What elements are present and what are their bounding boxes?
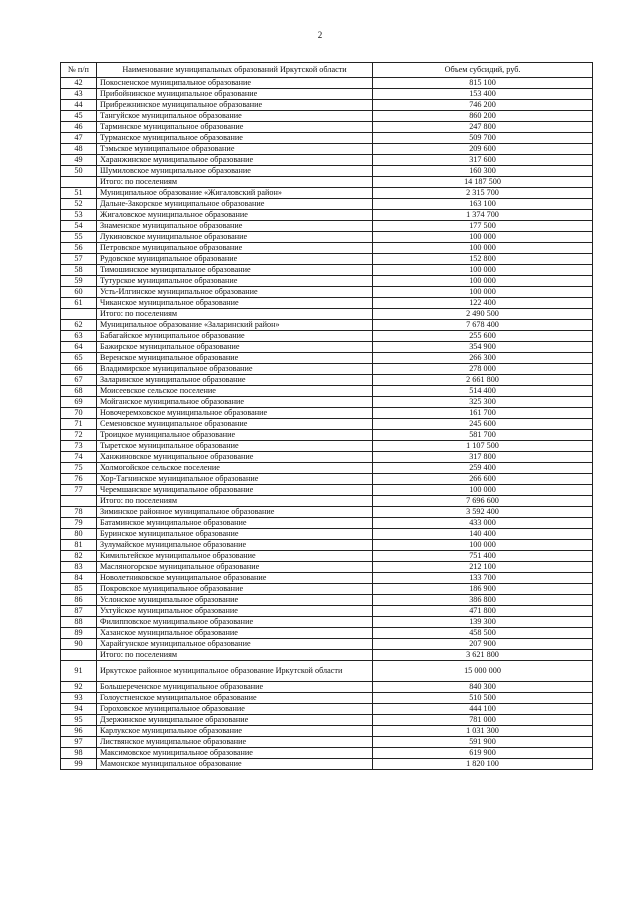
row-number: 91 xyxy=(61,661,97,682)
row-number: 60 xyxy=(61,287,97,298)
table-row xyxy=(61,397,593,408)
table-row xyxy=(61,584,593,595)
table-row xyxy=(61,133,593,144)
row-amount: 163 100 xyxy=(373,199,593,210)
table-row xyxy=(61,155,593,166)
row-amount: 245 600 xyxy=(373,419,593,430)
table-row xyxy=(61,298,593,309)
row-number xyxy=(61,177,97,188)
row-amount: 1 374 700 xyxy=(373,210,593,221)
table-row xyxy=(61,122,593,133)
row-amount: 1 031 300 xyxy=(373,726,593,737)
row-number: 87 xyxy=(61,606,97,617)
row-amount: 354 900 xyxy=(373,342,593,353)
row-name: Батаминское муниципальное образование xyxy=(97,518,373,529)
row-number: 44 xyxy=(61,100,97,111)
row-name: Черемшанское муниципальное образование xyxy=(97,485,373,496)
row-number: 92 xyxy=(61,682,97,693)
row-name: Большереченское муниципальное образование xyxy=(97,682,373,693)
row-name: Ханжиновское муниципальное образование xyxy=(97,452,373,463)
table-row xyxy=(61,606,593,617)
row-name: Голоустненское муниципальное образование xyxy=(97,693,373,704)
row-number: 70 xyxy=(61,408,97,419)
row-name: Новолетниковское муниципальное образование xyxy=(97,573,373,584)
row-amount: 619 900 xyxy=(373,748,593,759)
row-name: Харанжинское муниципальное образование xyxy=(97,155,373,166)
row-name: Итого: по поселениям xyxy=(97,650,373,661)
row-amount: 133 700 xyxy=(373,573,593,584)
table-body xyxy=(61,78,593,770)
row-amount: 510 500 xyxy=(373,693,593,704)
table-row xyxy=(61,364,593,375)
row-name: Прибойнинское муниципальное образование xyxy=(97,89,373,100)
row-number: 71 xyxy=(61,419,97,430)
row-amount: 140 400 xyxy=(373,529,593,540)
row-amount: 247 800 xyxy=(373,122,593,133)
row-number: 99 xyxy=(61,759,97,770)
table-row xyxy=(61,693,593,704)
row-name: Услонское муниципальное образование xyxy=(97,595,373,606)
table-row xyxy=(61,78,593,89)
row-amount: 781 000 xyxy=(373,715,593,726)
table-row xyxy=(61,715,593,726)
row-amount: 100 000 xyxy=(373,485,593,496)
table-row xyxy=(61,628,593,639)
row-number: 50 xyxy=(61,166,97,177)
row-number: 74 xyxy=(61,452,97,463)
row-amount: 746 200 xyxy=(373,100,593,111)
row-number: 56 xyxy=(61,243,97,254)
row-number xyxy=(61,496,97,507)
row-amount: 186 900 xyxy=(373,584,593,595)
row-name: Ухтуйское муниципальное образование xyxy=(97,606,373,617)
row-number: 80 xyxy=(61,529,97,540)
row-number: 97 xyxy=(61,737,97,748)
table-row xyxy=(61,573,593,584)
table-row xyxy=(61,144,593,155)
row-name: Заларинское муниципальное образование xyxy=(97,375,373,386)
row-name: Итого: по поселениям xyxy=(97,177,373,188)
row-amount: 3 592 400 xyxy=(373,507,593,518)
row-number: 90 xyxy=(61,639,97,650)
table-row xyxy=(61,166,593,177)
row-number: 93 xyxy=(61,693,97,704)
row-number: 46 xyxy=(61,122,97,133)
table-row xyxy=(61,661,593,682)
row-number: 53 xyxy=(61,210,97,221)
row-number: 72 xyxy=(61,430,97,441)
table-row xyxy=(61,726,593,737)
header-amount: Объем субсидий, руб. xyxy=(373,63,593,78)
row-amount: 509 700 xyxy=(373,133,593,144)
row-name: Зиминское районное муниципальное образование xyxy=(97,507,373,518)
row-number: 94 xyxy=(61,704,97,715)
row-name: Холмогойское сельское поселение xyxy=(97,463,373,474)
subtotal-row xyxy=(61,650,593,661)
row-name: Гороховское муниципальное образование xyxy=(97,704,373,715)
table-row xyxy=(61,474,593,485)
row-name: Рудовское муниципальное образование xyxy=(97,254,373,265)
table-row xyxy=(61,562,593,573)
row-name: Листвянское муниципальное образование xyxy=(97,737,373,748)
row-amount: 2 315 700 xyxy=(373,188,593,199)
row-amount: 207 900 xyxy=(373,639,593,650)
table-row xyxy=(61,529,593,540)
table-row xyxy=(61,342,593,353)
row-number: 69 xyxy=(61,397,97,408)
row-name: Тэмьское муниципальное образование xyxy=(97,144,373,155)
table-row xyxy=(61,430,593,441)
row-number: 51 xyxy=(61,188,97,199)
row-amount: 471 800 xyxy=(373,606,593,617)
table-row xyxy=(61,617,593,628)
row-amount: 255 600 xyxy=(373,331,593,342)
row-amount: 317 800 xyxy=(373,452,593,463)
row-name: Дзержинское муниципальное образование xyxy=(97,715,373,726)
row-number: 96 xyxy=(61,726,97,737)
row-name: Бажирское муниципальное образование xyxy=(97,342,373,353)
table-row xyxy=(61,540,593,551)
row-name: Троицкое муниципальное образование xyxy=(97,430,373,441)
row-amount: 266 600 xyxy=(373,474,593,485)
page-number: 2 xyxy=(317,30,323,40)
row-number: 58 xyxy=(61,265,97,276)
table-row xyxy=(61,232,593,243)
row-number: 86 xyxy=(61,595,97,606)
row-number xyxy=(61,309,97,320)
row-number: 47 xyxy=(61,133,97,144)
table-row xyxy=(61,111,593,122)
table-row xyxy=(61,463,593,474)
row-amount: 100 000 xyxy=(373,276,593,287)
row-amount: 2 490 500 xyxy=(373,309,593,320)
row-number: 61 xyxy=(61,298,97,309)
table-header xyxy=(61,63,593,78)
row-number: 48 xyxy=(61,144,97,155)
row-amount: 751 400 xyxy=(373,551,593,562)
row-name: Карлукское муниципальное образование xyxy=(97,726,373,737)
row-amount: 591 900 xyxy=(373,737,593,748)
row-name: Семеновское муниципальное образование xyxy=(97,419,373,430)
row-amount: 161 700 xyxy=(373,408,593,419)
row-number: 42 xyxy=(61,78,97,89)
row-amount: 860 200 xyxy=(373,111,593,122)
table-row xyxy=(61,408,593,419)
table-row xyxy=(61,276,593,287)
row-number: 66 xyxy=(61,364,97,375)
row-name: Муниципальное образование «Заларинский район» xyxy=(97,320,373,331)
row-number: 63 xyxy=(61,331,97,342)
row-number: 83 xyxy=(61,562,97,573)
row-name: Максимовское муниципальное образование xyxy=(97,748,373,759)
row-amount: 259 400 xyxy=(373,463,593,474)
row-number: 64 xyxy=(61,342,97,353)
row-number: 75 xyxy=(61,463,97,474)
row-number: 59 xyxy=(61,276,97,287)
row-number: 88 xyxy=(61,617,97,628)
row-name: Хазанское муниципальное образование xyxy=(97,628,373,639)
table-row xyxy=(61,485,593,496)
row-amount: 209 600 xyxy=(373,144,593,155)
row-number: 76 xyxy=(61,474,97,485)
row-amount: 100 000 xyxy=(373,540,593,551)
row-amount: 514 400 xyxy=(373,386,593,397)
row-amount: 100 000 xyxy=(373,243,593,254)
row-amount: 266 300 xyxy=(373,353,593,364)
table-row xyxy=(61,287,593,298)
row-name: Зулумайское муниципальное образование xyxy=(97,540,373,551)
row-amount: 317 600 xyxy=(373,155,593,166)
table-row xyxy=(61,441,593,452)
row-number: 82 xyxy=(61,551,97,562)
row-number: 89 xyxy=(61,628,97,639)
table-row xyxy=(61,507,593,518)
row-number: 52 xyxy=(61,199,97,210)
row-name: Покровское муниципальное образование xyxy=(97,584,373,595)
table-row xyxy=(61,386,593,397)
row-name: Итого: по поселениям xyxy=(97,309,373,320)
row-amount: 152 800 xyxy=(373,254,593,265)
row-number: 77 xyxy=(61,485,97,496)
table-row xyxy=(61,737,593,748)
row-name: Иркутское районное муниципальное образование Иркутской области xyxy=(97,661,373,682)
row-name: Хор-Тагнинское муниципальное образование xyxy=(97,474,373,485)
row-name: Моисеевское сельское поселение xyxy=(97,386,373,397)
row-number: 43 xyxy=(61,89,97,100)
table-row xyxy=(61,419,593,430)
row-number: 57 xyxy=(61,254,97,265)
row-name: Филипповское муниципальное образование xyxy=(97,617,373,628)
table-row xyxy=(61,100,593,111)
table-row xyxy=(61,331,593,342)
row-number: 49 xyxy=(61,155,97,166)
row-number: 79 xyxy=(61,518,97,529)
subtotal-row xyxy=(61,496,593,507)
row-number: 55 xyxy=(61,232,97,243)
table-row xyxy=(61,89,593,100)
row-name: Мамонское муниципальное образование xyxy=(97,759,373,770)
row-amount: 212 100 xyxy=(373,562,593,573)
row-number xyxy=(61,650,97,661)
row-amount: 581 700 xyxy=(373,430,593,441)
row-number: 73 xyxy=(61,441,97,452)
row-amount: 15 000 000 xyxy=(373,661,593,682)
row-name: Муниципальное образование «Жигаловский район» xyxy=(97,188,373,199)
table-row xyxy=(61,748,593,759)
row-number: 81 xyxy=(61,540,97,551)
table-row xyxy=(61,518,593,529)
row-amount: 100 000 xyxy=(373,232,593,243)
row-amount: 100 000 xyxy=(373,287,593,298)
row-name: Буринское муниципальное образование xyxy=(97,529,373,540)
row-name: Мойганское муниципальное образование xyxy=(97,397,373,408)
row-name: Усть-Илгинское муниципальное образование xyxy=(97,287,373,298)
table-row xyxy=(61,188,593,199)
table-row xyxy=(61,254,593,265)
row-number: 95 xyxy=(61,715,97,726)
row-name: Лукиновское муниципальное образование xyxy=(97,232,373,243)
row-number: 62 xyxy=(61,320,97,331)
table-row xyxy=(61,221,593,232)
row-number: 98 xyxy=(61,748,97,759)
row-name: Тарминское муниципальное образование xyxy=(97,122,373,133)
row-amount: 325 300 xyxy=(373,397,593,408)
row-name: Владимирское муниципальное образование xyxy=(97,364,373,375)
subsidy-table xyxy=(60,62,593,770)
row-amount: 815 100 xyxy=(373,78,593,89)
table-row xyxy=(61,265,593,276)
row-amount: 100 000 xyxy=(373,265,593,276)
row-number: 85 xyxy=(61,584,97,595)
row-amount: 278 000 xyxy=(373,364,593,375)
table-row xyxy=(61,375,593,386)
row-name: Тутурское муниципальное образование xyxy=(97,276,373,287)
row-name: Тимошинское муниципальное образование xyxy=(97,265,373,276)
row-name: Прибрежнинское муниципальное образование xyxy=(97,100,373,111)
table-row xyxy=(61,639,593,650)
row-number: 54 xyxy=(61,221,97,232)
row-number: 68 xyxy=(61,386,97,397)
table-row xyxy=(61,320,593,331)
row-name: Петровское муниципальное образование xyxy=(97,243,373,254)
row-amount: 139 300 xyxy=(373,617,593,628)
row-name: Турманское муниципальное образование xyxy=(97,133,373,144)
row-name: Шумиловское муниципальное образование xyxy=(97,166,373,177)
row-number: 84 xyxy=(61,573,97,584)
row-amount: 160 300 xyxy=(373,166,593,177)
header-row xyxy=(61,63,593,78)
table-row xyxy=(61,595,593,606)
table-row xyxy=(61,551,593,562)
header-number: № п/п xyxy=(61,63,97,78)
subtotal-row xyxy=(61,309,593,320)
row-amount: 7 678 400 xyxy=(373,320,593,331)
table-row xyxy=(61,243,593,254)
row-number: 78 xyxy=(61,507,97,518)
row-name: Знаменское муниципальное образование xyxy=(97,221,373,232)
row-number: 65 xyxy=(61,353,97,364)
row-amount: 3 621 800 xyxy=(373,650,593,661)
row-amount: 444 100 xyxy=(373,704,593,715)
row-name: Жигаловское муниципальное образование xyxy=(97,210,373,221)
table-row xyxy=(61,759,593,770)
row-amount: 840 300 xyxy=(373,682,593,693)
table-row xyxy=(61,704,593,715)
row-amount: 2 661 800 xyxy=(373,375,593,386)
row-amount: 386 800 xyxy=(373,595,593,606)
table-row xyxy=(61,353,593,364)
row-name: Веренское муниципальное образование xyxy=(97,353,373,364)
row-amount: 7 696 600 xyxy=(373,496,593,507)
row-name: Бабагайское муниципальное образование xyxy=(97,331,373,342)
row-amount: 153 400 xyxy=(373,89,593,100)
row-name: Масляногорское муниципальное образование xyxy=(97,562,373,573)
row-name: Кимильтейское муниципальное образование xyxy=(97,551,373,562)
row-amount: 177 500 xyxy=(373,221,593,232)
row-number: 67 xyxy=(61,375,97,386)
row-amount: 1 820 100 xyxy=(373,759,593,770)
table-row xyxy=(61,682,593,693)
row-name: Дальне-Закорское муниципальное образование xyxy=(97,199,373,210)
table-row xyxy=(61,452,593,463)
row-amount: 458 500 xyxy=(373,628,593,639)
row-name: Новочеремховское муниципальное образование xyxy=(97,408,373,419)
row-number: 45 xyxy=(61,111,97,122)
table-row xyxy=(61,199,593,210)
subtotal-row xyxy=(61,177,593,188)
row-amount: 433 000 xyxy=(373,518,593,529)
row-name: Харайгунское муниципальное образование xyxy=(97,639,373,650)
header-name: Наименование муниципальных образований Иркутской области xyxy=(97,63,373,78)
row-name: Покосненское муниципальное образование xyxy=(97,78,373,89)
row-amount: 14 187 500 xyxy=(373,177,593,188)
row-amount: 1 107 500 xyxy=(373,441,593,452)
row-name: Итого: по поселениям xyxy=(97,496,373,507)
row-name: Чиканское муниципальное образование xyxy=(97,298,373,309)
table-row xyxy=(61,210,593,221)
row-amount: 122 400 xyxy=(373,298,593,309)
row-name: Тангуйское муниципальное образование xyxy=(97,111,373,122)
row-name: Тыретское муниципальное образование xyxy=(97,441,373,452)
